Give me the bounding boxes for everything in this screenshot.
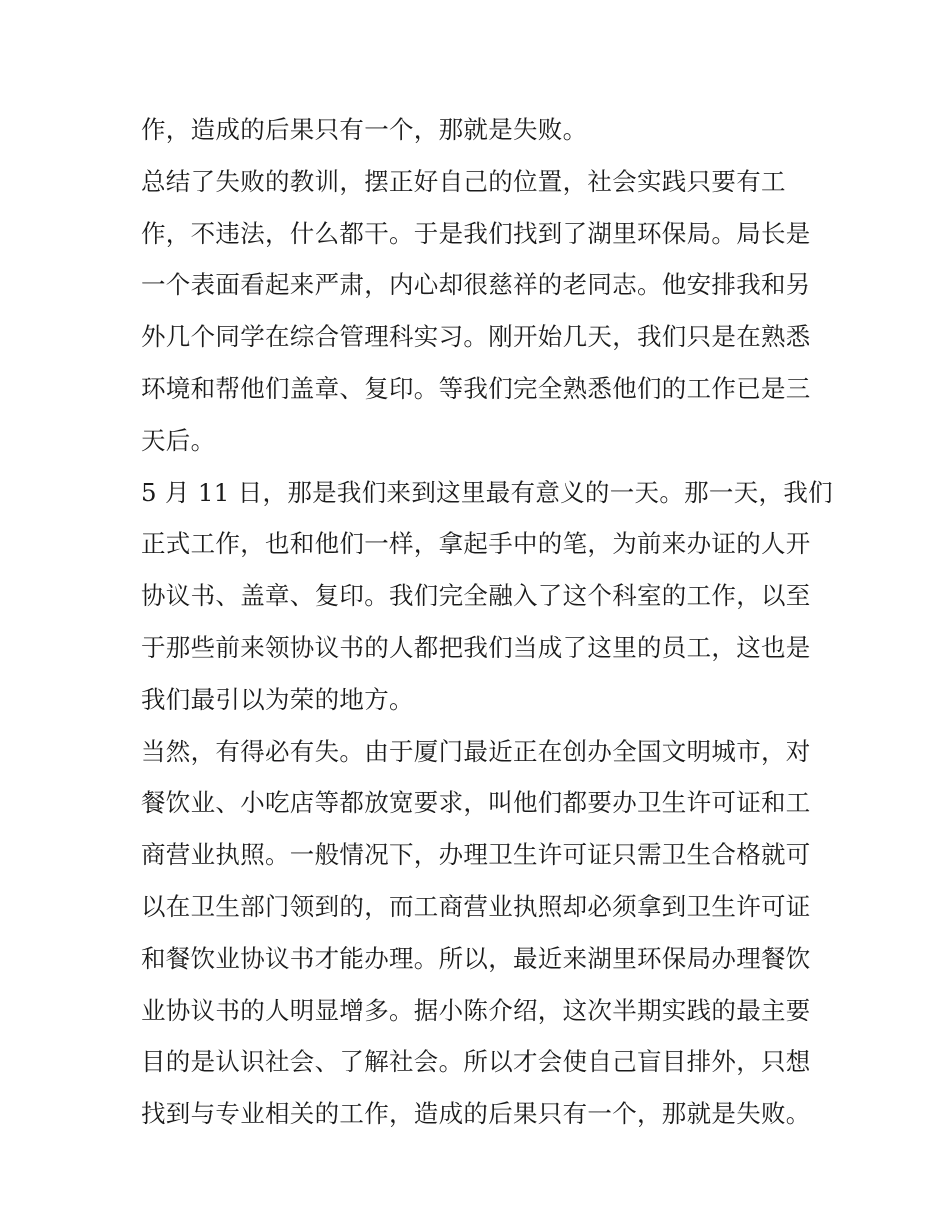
text-line: 业协议书的人明显增多。据小陈介绍，这次半期实践的最主要: [141, 995, 811, 1025]
text-line: 于那些前来领协议书的人都把我们当成了这里的员工，这也是: [141, 632, 811, 662]
text-line: 外几个同学在综合管理科实习。刚开始几天，我们只是在熟悉: [141, 322, 811, 352]
text-line: 当然，有得必有失。由于厦门最近正在创办全国文明城市，对: [141, 736, 811, 766]
text-line: 以在卫生部门领到的，而工商营业执照却必须拿到卫生许可证: [141, 891, 811, 921]
text-line: 一个表面看起来严肃，内心却很慈祥的老同志。他安排我和另: [141, 270, 811, 300]
text-line: 作，造成的后果只有一个，那就是失败。: [141, 115, 588, 144]
text-line: 餐饮业、小吃店等都放宽要求，叫他们都要办卫生许可证和工: [141, 788, 811, 818]
text-line: 找到与专业相关的工作，造成的后果只有一个，那就是失败。: [141, 1099, 811, 1129]
text-line: 总结了失败的教训，摆正好自己的位置，社会实践只要有工: [141, 166, 786, 196]
text-line: 天后。: [141, 425, 216, 455]
text-line: 商营业执照。一般情况下，办理卫生许可证只需卫生合格就可: [141, 840, 811, 870]
text-line: 目的是认识社会、了解社会。所以才会使自己盲目排外，只想: [141, 1047, 811, 1077]
text-line: 环境和帮他们盖章、复印。等我们完全熟悉他们的工作已是三: [141, 373, 811, 403]
text-line: 协议书、盖章、复印。我们完全融入了这个科室的工作，以至: [141, 581, 811, 611]
text-line: 5 月 11 日，那是我们来到这里最有意义的一天。那一天，我们: [141, 477, 833, 507]
text-line: 作，不违法，什么都干。于是我们找到了湖里环保局。局长是: [141, 218, 811, 248]
document-body: [141, 104, 833, 1140]
text-line: 我们最引以为荣的地方。: [141, 684, 414, 714]
text-line: 正式工作，也和他们一样，拿起手中的笔，为前来办证的人开: [141, 529, 811, 559]
text-line: 和餐饮业协议书才能办理。所以，最近来湖里环保局办理餐饮: [141, 943, 811, 973]
